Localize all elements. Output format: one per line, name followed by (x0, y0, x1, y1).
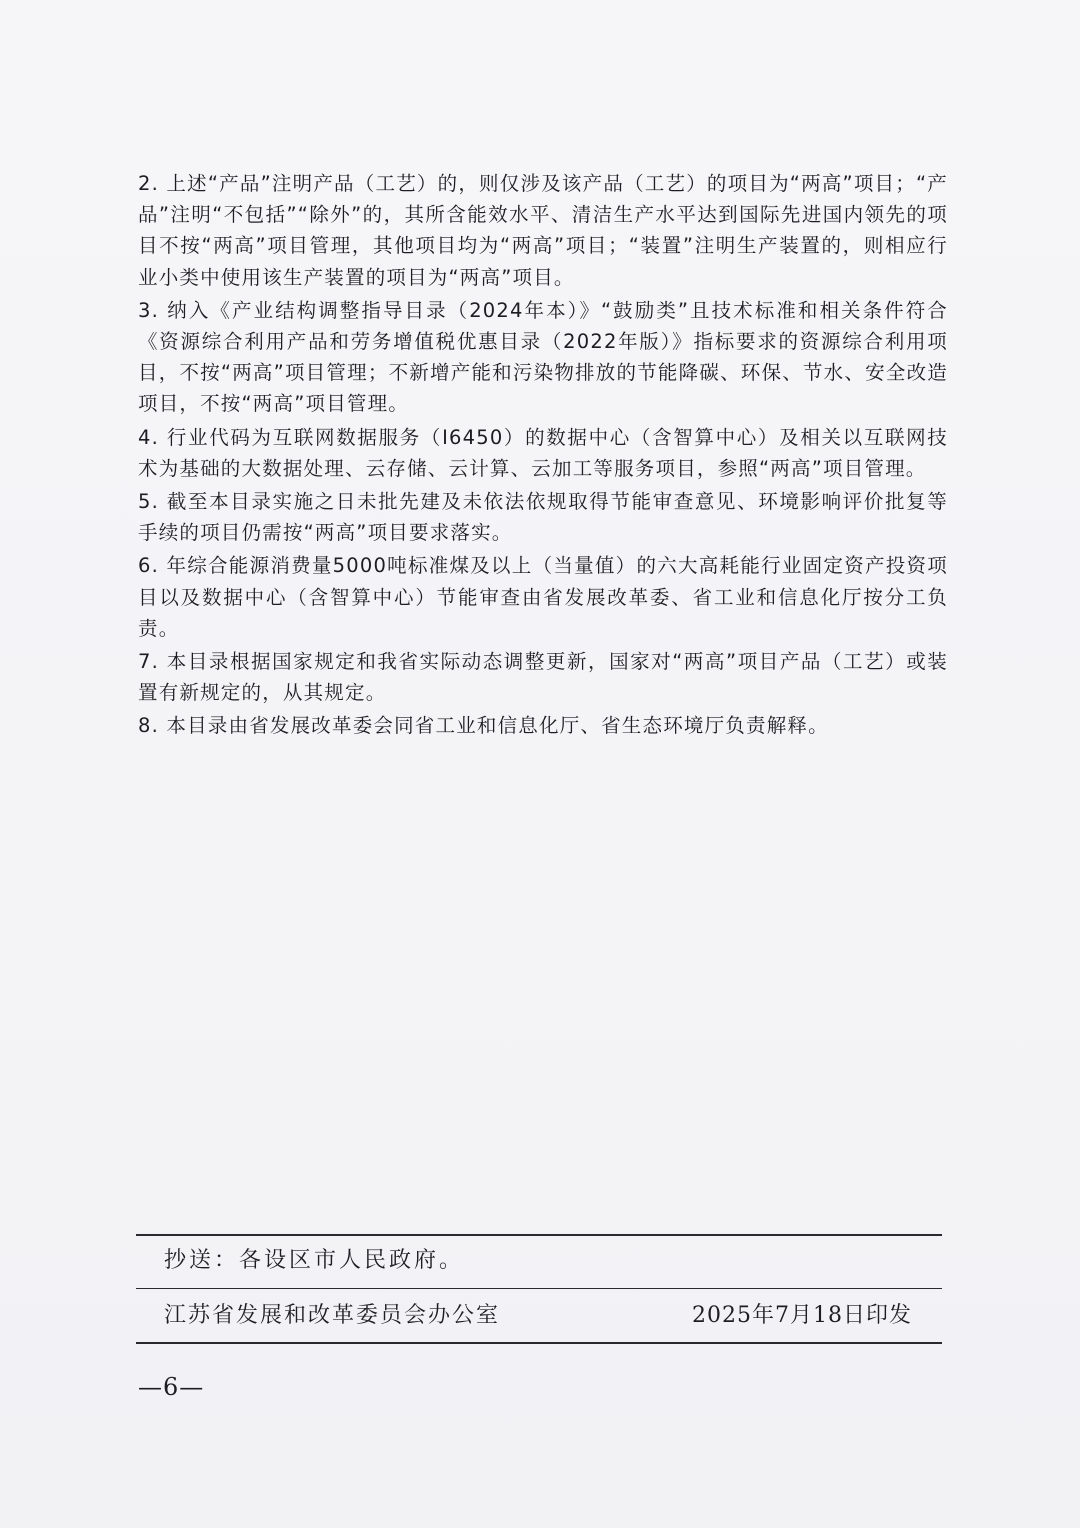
footer-bottom-rule (136, 1342, 942, 1344)
cc-recipients: 抄送：各设区市人民政府。 (164, 1248, 465, 1273)
note-item-4: 4. 行业代码为互联网数据服务（I6450）的数据中心（含智算中心）及相关以互联网技术为基础的大数据处理、云存储、云计算、云加工等服务项目，参照“两高”项目管理。 (138, 425, 948, 480)
footer-top-rule (136, 1234, 942, 1236)
footer-middle-rule (136, 1288, 942, 1289)
page-number: —6— (138, 1373, 205, 1401)
issuing-office: 江苏省发展和改革委员会办公室 (164, 1303, 501, 1328)
note-item-6: 6. 年综合能源消费量5000吨标准煤及以上（当量值）的六大高耗能行业固定资产投资项目以及数据中心（含智算中心）节能审查由省发展改革委、省工业和信息化厅按分工负责。 (138, 554, 948, 640)
note-item-5: 5. 截至本目录实施之日未批先建及未依法依规取得节能审查意见、环境影响评价批复等手续的项目仍需按“两高”项目要求落实。 (138, 490, 948, 545)
note-item-8: 8. 本目录由省发展改革委会同省工业和信息化厅、省生态环境厅负责解释。 (138, 714, 829, 738)
note-item-3: 3. 纳入《产业结构调整指导目录（2024年本）》“鼓励类”且技术标准和相关条件符合《资源综合利用产品和劳务增值税优惠目录（2022年版）》指标要求的资源综合利用项目，不按“两高”项目管理；不新增产能和污染物排放的节能降碳、环保、节水、安全改造项目，不按“两高”项目管理。 (138, 298, 948, 416)
notes-section (138, 168, 948, 744)
issue-date: 2025年7月18日印发 (692, 1303, 912, 1328)
note-item-7: 7. 本目录根据国家规定和我省实际动态调整更新，国家对“两高”项目产品（工艺）或装置有新规定的，从其规定。 (138, 650, 948, 705)
note-item-2: 2. 上述“产品”注明产品（工艺）的，则仅涉及该产品（工艺）的项目为“两高”项目；“产品”注明“不包括”“除外”的，其所含能效水平、清洁生产水平达到国际先进国内领先的项目不按“两高”项目管理，其他项目均为“两高”项目；“装置”注明生产装置的，则相应行业小类中使用该生产装置的项目为“两高”项目。 (138, 172, 948, 289)
